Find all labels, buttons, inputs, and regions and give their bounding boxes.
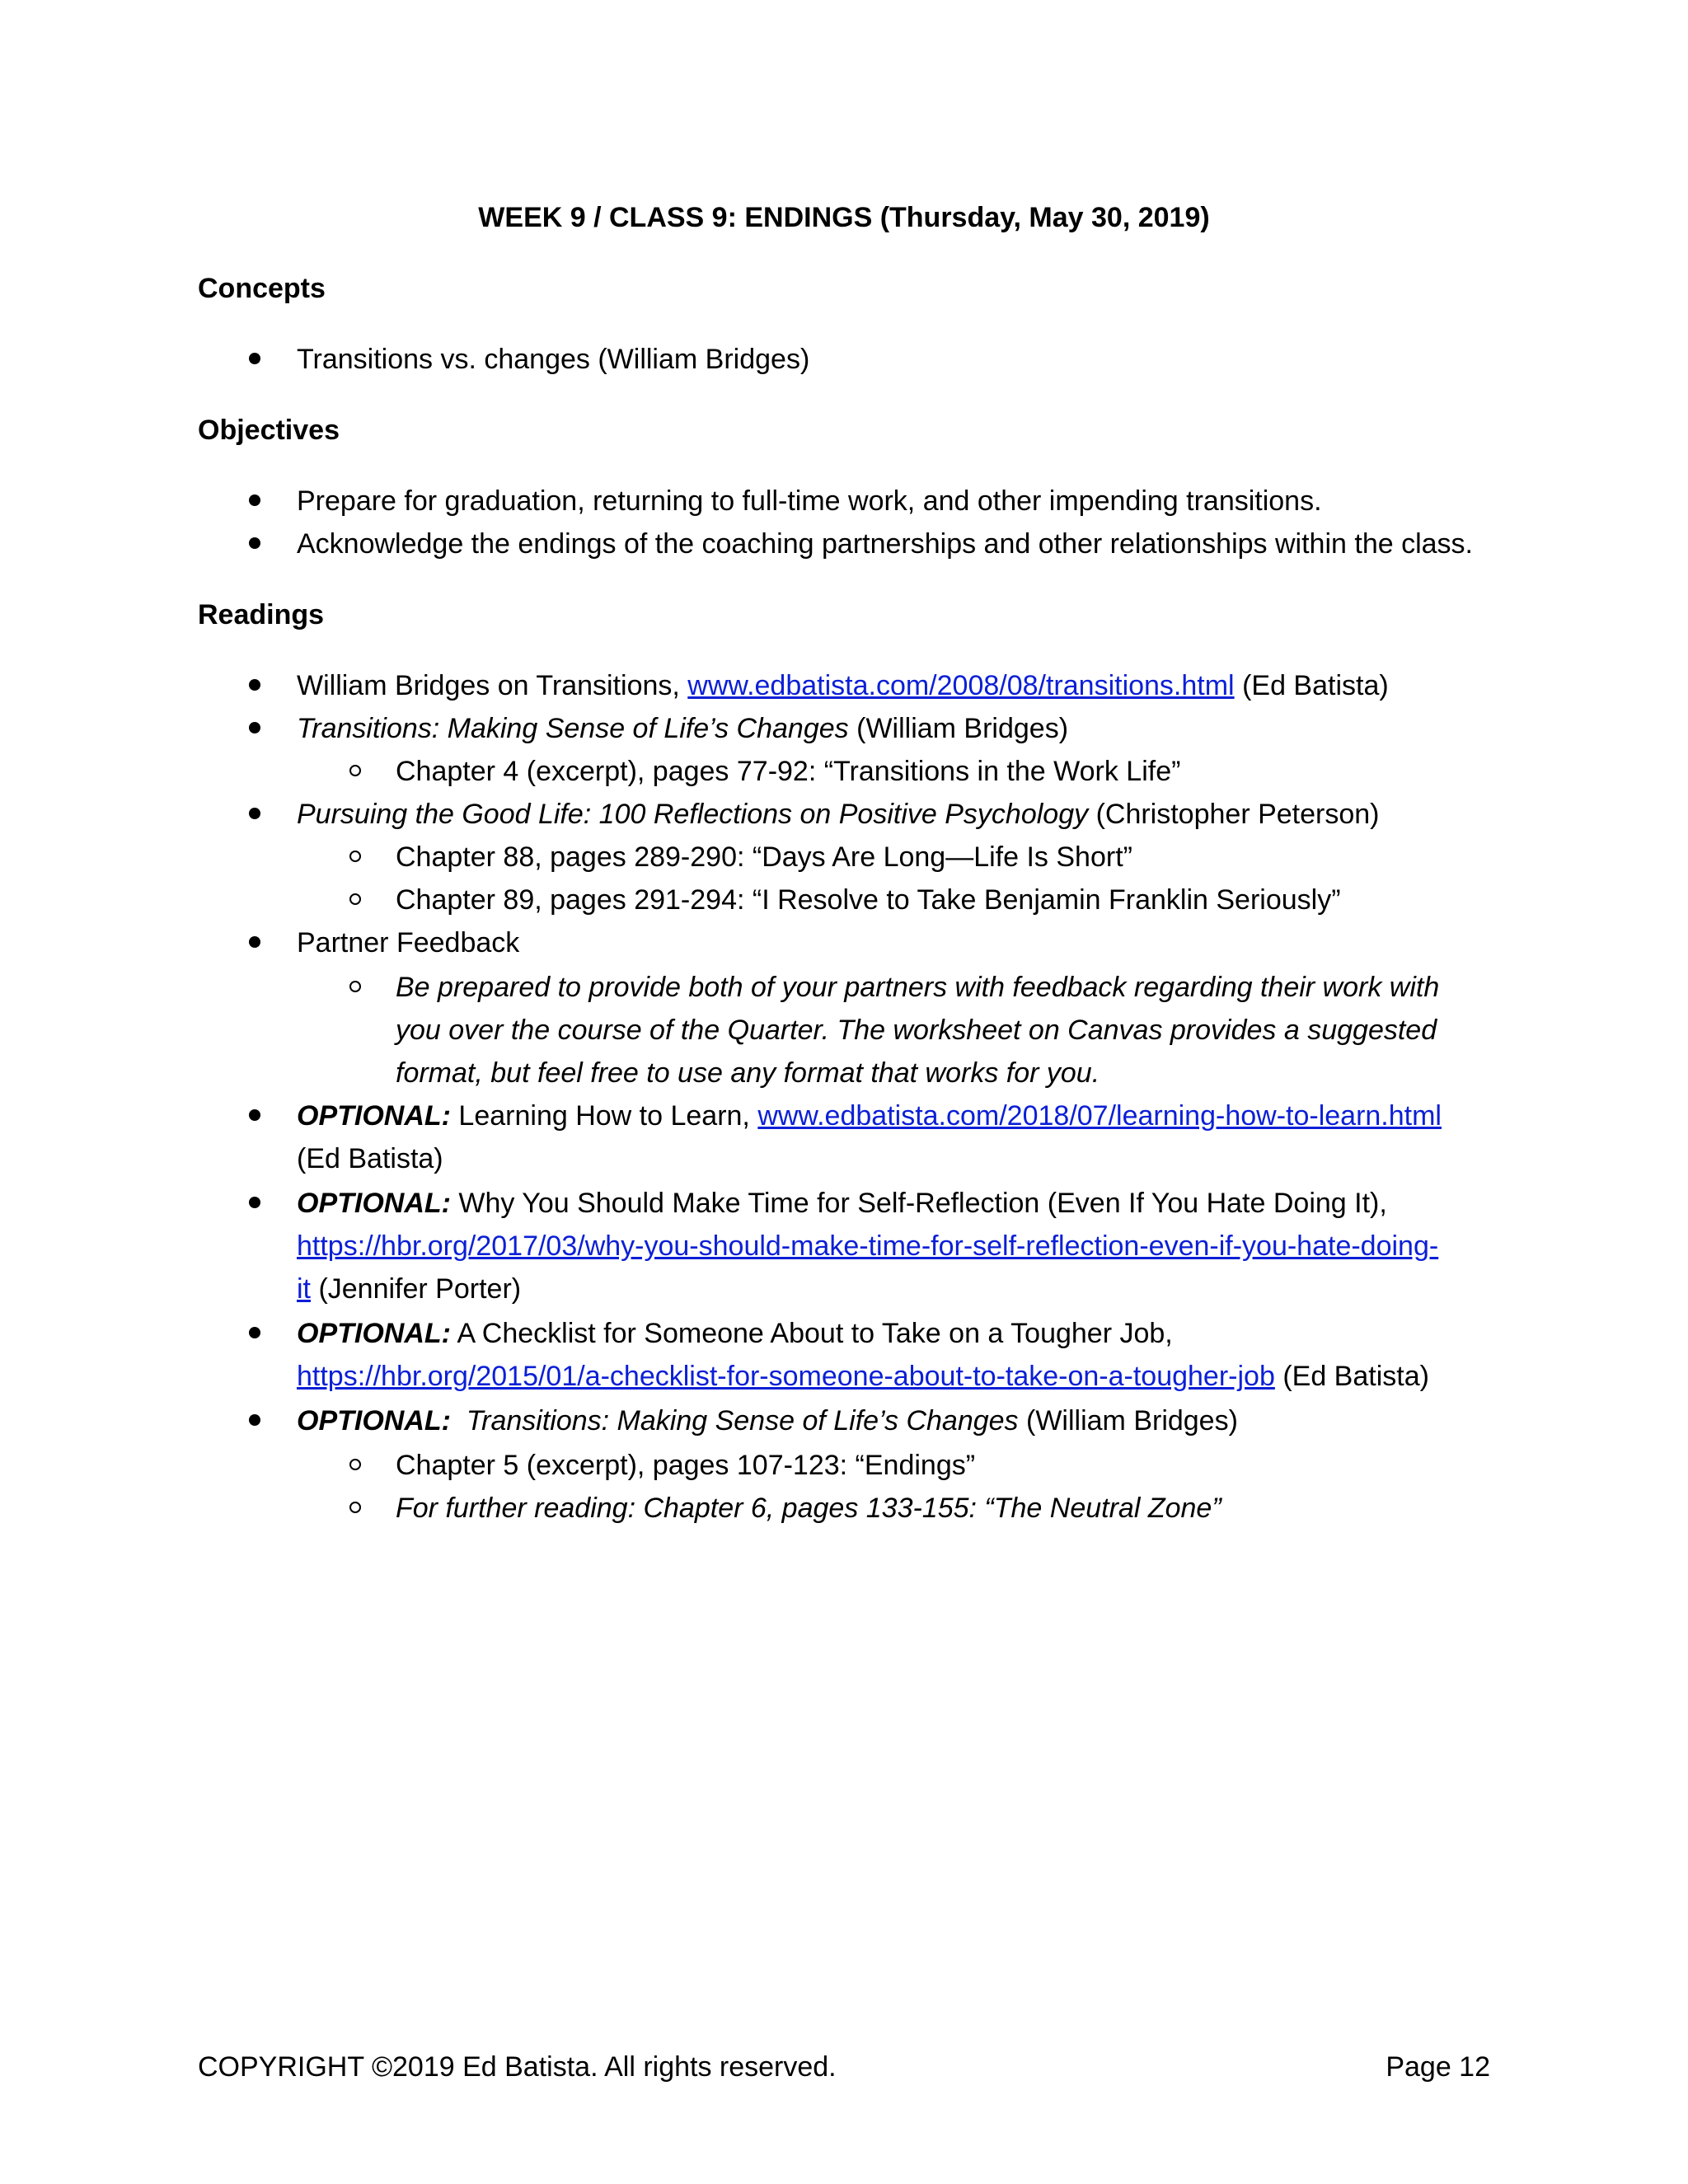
sub-bullet-icon xyxy=(349,893,361,905)
bullet-icon xyxy=(249,1109,260,1121)
reading-item-bridges-transitions xyxy=(297,666,1389,705)
reading-link[interactable]: https://hbr.org/2017/03/why-you-should-make-time-for-self-reflection-even-if-you-hate-doing- xyxy=(297,1230,1439,1262)
reading-item-tougher-job xyxy=(297,1314,1173,1353)
sub-bullet-icon xyxy=(349,765,361,776)
reading-author: (Christopher Peterson) xyxy=(1088,799,1380,830)
reading-author: (Ed Batista) xyxy=(1234,670,1389,701)
spacer xyxy=(451,1405,467,1436)
page-title: WEEK 9 / CLASS 9: ENDINGS (Thursday, May 30, 2019) xyxy=(478,202,1210,233)
bullet-icon xyxy=(249,1197,260,1208)
feedback-instructions-line: Be prepared to provide both of your partners with feedback regarding their work with xyxy=(396,972,1440,1003)
sub-bullet-icon xyxy=(349,1502,361,1513)
reading-item-transitions-book xyxy=(297,709,1068,748)
reading-subitem: Chapter 4 (excerpt), pages 77-92: “Transitions in the Work Life” xyxy=(396,756,1181,787)
reading-item-self-reflection xyxy=(297,1183,1387,1223)
reading-text: A Checklist for Someone About to Take on a Tougher Job, xyxy=(450,1318,1173,1349)
book-title: Transitions: Making Sense of Life’s Changes xyxy=(466,1405,1019,1436)
bullet-icon xyxy=(249,679,260,691)
objective-item: Prepare for graduation, returning to full-time work, and other impending transitions. xyxy=(297,485,1322,517)
reading-author: (Ed Batista) xyxy=(297,1143,443,1174)
page-number: Page 12 xyxy=(1386,2051,1490,2083)
reading-item-good-life xyxy=(297,794,1380,834)
sub-bullet-icon xyxy=(349,851,361,862)
optional-label: OPTIONAL: xyxy=(297,1318,451,1349)
optional-label: OPTIONAL: xyxy=(297,1188,451,1219)
reading-link[interactable]: www.edbatista.com/2008/08/transitions.html xyxy=(687,670,1235,701)
reading-subitem: Chapter 88, pages 289-290: “Days Are Long—Life Is Short” xyxy=(396,841,1132,873)
reading-link[interactable]: it xyxy=(297,1273,311,1305)
bullet-icon xyxy=(249,537,260,549)
reading-text: Learning How to Learn, xyxy=(450,1100,758,1132)
objectives-heading: Objectives xyxy=(198,415,340,446)
bullet-icon xyxy=(249,936,260,948)
optional-label: OPTIONAL: xyxy=(297,1405,451,1436)
reading-author: (William Bridges) xyxy=(1018,1405,1238,1436)
reading-text: William Bridges on Transitions, xyxy=(297,670,688,701)
reading-item-transitions-optional xyxy=(297,1401,1238,1441)
concepts-heading: Concepts xyxy=(198,273,326,304)
reading-link-line xyxy=(297,1269,521,1309)
objective-item: Acknowledge the endings of the coaching partnerships and other relationships within the class. xyxy=(297,528,1473,560)
reading-text: Why You Should Make Time for Self-Reflection (Even If You Hate Doing It), xyxy=(450,1188,1387,1219)
reading-subitem: Chapter 89, pages 291-294: “I Resolve to Take Benjamin Franklin Seriously” xyxy=(396,884,1341,916)
reading-author: (Ed Batista) xyxy=(1274,1361,1429,1392)
bullet-icon xyxy=(249,808,260,819)
bullet-icon xyxy=(249,722,260,733)
book-title: Pursuing the Good Life: 100 Reflections on Positive Psychology xyxy=(297,799,1089,830)
copyright-footer: COPYRIGHT ©2019 Ed Batista. All rights reserved. xyxy=(198,2051,837,2083)
reading-item-partner-feedback: Partner Feedback xyxy=(297,927,520,958)
book-title: Transitions: Making Sense of Life’s Changes xyxy=(297,713,849,744)
bullet-icon xyxy=(249,494,260,506)
reading-link-line xyxy=(297,1226,1438,1266)
feedback-instructions-line: format, but feel free to use any format that works for you. xyxy=(396,1057,1100,1089)
reading-subitem: Chapter 5 (excerpt), pages 107-123: “Endings” xyxy=(396,1450,976,1481)
reading-subitem: For further reading: Chapter 6, pages 133-155: “The Neutral Zone” xyxy=(396,1493,1221,1524)
feedback-instructions-line: you over the course of the Quarter. The worksheet on Canvas provides a suggested xyxy=(396,1015,1437,1046)
bullet-icon xyxy=(249,1327,260,1338)
concept-item: Transitions vs. changes (William Bridges) xyxy=(297,344,810,375)
reading-author: (Jennifer Porter) xyxy=(311,1273,522,1305)
reading-item-learning-how-to-learn xyxy=(297,1096,1442,1136)
reading-link[interactable]: https://hbr.org/2015/01/a-checklist-for-someone-about-to-take-on-a-tougher-job xyxy=(297,1361,1275,1392)
reading-link[interactable]: www.edbatista.com/2018/07/learning-how-to-learn.html xyxy=(757,1100,1442,1132)
bullet-icon xyxy=(249,353,260,364)
reading-link-line xyxy=(297,1357,1429,1396)
bullet-icon xyxy=(249,1414,260,1426)
sub-bullet-icon xyxy=(349,981,361,992)
sub-bullet-icon xyxy=(349,1459,361,1470)
readings-heading: Readings xyxy=(198,599,325,630)
reading-author: (William Bridges) xyxy=(848,713,1069,744)
optional-label: OPTIONAL: xyxy=(297,1100,451,1132)
